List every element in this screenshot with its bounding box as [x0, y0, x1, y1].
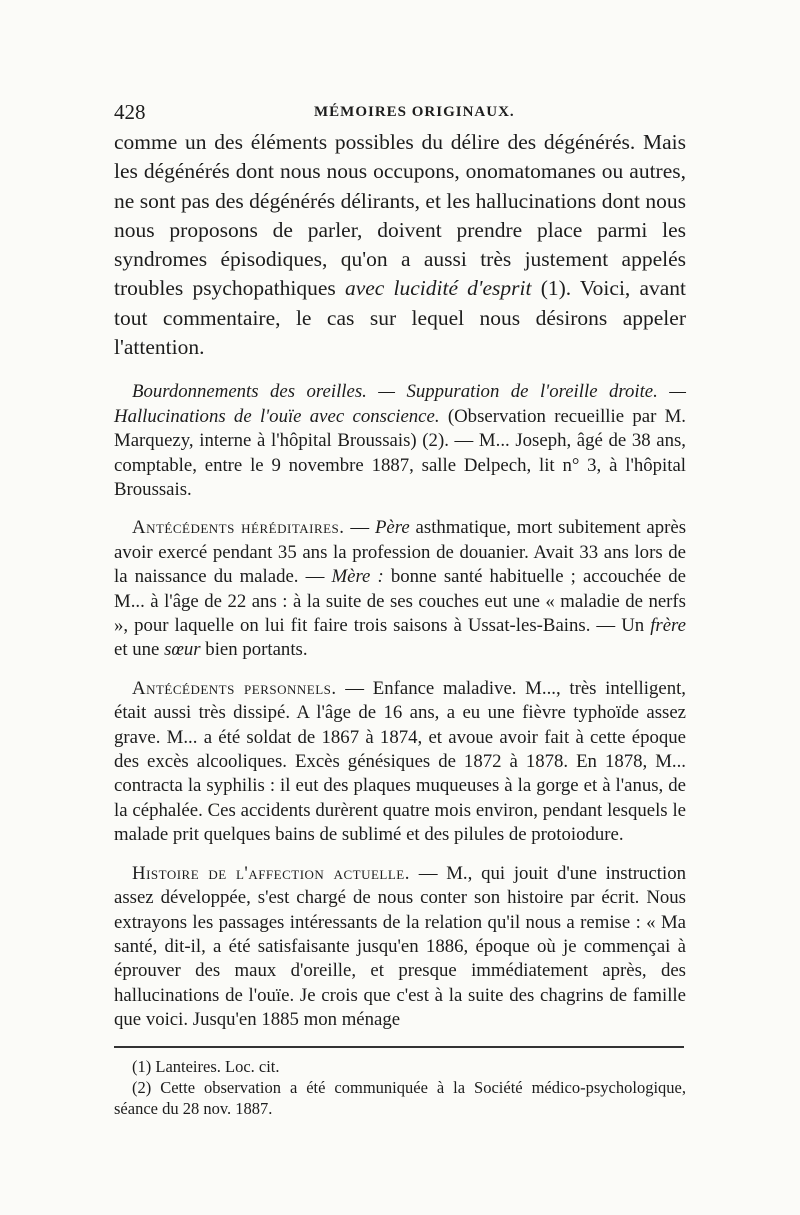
hereditary-text-2: asthmatique, mort subitement après avoir exercé pendant 35 ans la profession de douanier. Avait 33 ans lors de la naissance du malade. — — [114, 517, 687, 588]
hereditary-paragraph — [114, 516, 686, 662]
personal-text: — Enfance maladive. M..., très intelligent, était aussi très dissipé. A l'âge de 16 ans, a eu une fièvre typhoïde assez grave. M... a été soldat de 1867 à 1874, et avoue avoir fait à cette époque des excès alcooliques. Excès génésiques de 1872 à 1878. En 1878, M... contracta la syphilis : il eut des plaques muqueuses à la gorge et à l'anus, de la céphalée. Ces accidents durèrent quatre mois environ, pendant lesquels le malade prit quelques bains de sublimé et des pilules de protoiodure. — [114, 677, 687, 846]
footnote-rule — [114, 1046, 684, 1048]
hereditary-label: Antécédents héréditaires. — [132, 517, 345, 539]
hereditary-italic-2: Mère : — [331, 566, 384, 588]
personal-label: Antécédents personnels. — [132, 677, 337, 699]
intro-paragraph — [114, 128, 686, 362]
footnote-2: (2) Cette observation a été communiquée à la Société médico-psychologique, séance du 28 nov. 1887. — [114, 1078, 686, 1118]
observation-paragraph — [114, 380, 686, 502]
observation-details: (Observation recueillie par M. Marquezy, interne à l'hôpital Broussais) (2). — M... Joseph, âgé de 38 ans, comptable, entre le 9 novembre 1887, salle Delpech, lit n° 3, à l'hôpital Broussais. — [114, 405, 687, 500]
hereditary-text-1: — — [350, 517, 375, 539]
history-text: — M., qui jouit d'une instruction assez développée, s'est chargé de nous conter son histoire par écrit. Nous extrayons les passages intéressants de la relation qu'il nous a remise : « Ma santé, dit-il, a été satisfaisante jusqu'en 1886, époque où je commençai à éprouver des maux d'oreille, et presque immédiatement après, des hallucinations de l'ouïe. Je crois que c'est à la suite des chagrins de famille que voici. Jusqu'en 1885 mon ménage — [114, 862, 686, 1031]
page-header — [114, 100, 686, 128]
intro-italic: avec lucidité d'esprit — [344, 276, 532, 301]
hereditary-italic-4: sœur — [164, 639, 201, 661]
hereditary-text-3: bonne santé habituelle ; accouchée de M... à l'âge de 22 ans : à la suite de ses couches eut une « maladie de nerfs », pour laquelle on lui fit faire trois saisons à Ussat-les-Bains. — Un — [114, 566, 686, 637]
personal-paragraph — [114, 677, 686, 848]
body-text — [114, 128, 686, 1033]
footnotes — [114, 1056, 686, 1119]
observation-title: Bourdonnements des oreilles. — Suppuration de l'oreille droite. — Hallucinations de l'ouïe avec conscience. — [114, 381, 686, 427]
intro-end: (1). Voici, avant tout commentaire, le cas sur lequel nous désirons appeler l'attention. — [114, 276, 687, 360]
hereditary-italic-3: frère — [650, 615, 686, 637]
hereditary-text-4: et une — [114, 639, 165, 661]
hereditary-text-5: bien portants. — [200, 639, 308, 661]
history-paragraph — [114, 862, 686, 1033]
footnote-1: (1) Lanteires. Loc. cit. — [132, 1057, 280, 1076]
hereditary-italic-1: Père — [374, 517, 410, 539]
intro-text: comme un des éléments possibles du délire des dégénérés. Mais les dégénérés dont nous nous occupons, onomatomanes ou autres, ne sont pas des dégénérés délirants, et les hallucinations dont nous nous proposons de parler, doivent prendre place parmi les syndromes épisodiques, qu'on a aussi très justement appelés troubles psychopathiques — [114, 130, 686, 301]
history-label: Histoire de l'affection actuelle. — [132, 862, 410, 884]
intro-block — [114, 128, 686, 362]
running-head: MÉMOIRES ORIGINAUX. — [314, 104, 515, 120]
observation-block — [114, 380, 686, 1032]
page-number: 428 — [114, 100, 146, 124]
